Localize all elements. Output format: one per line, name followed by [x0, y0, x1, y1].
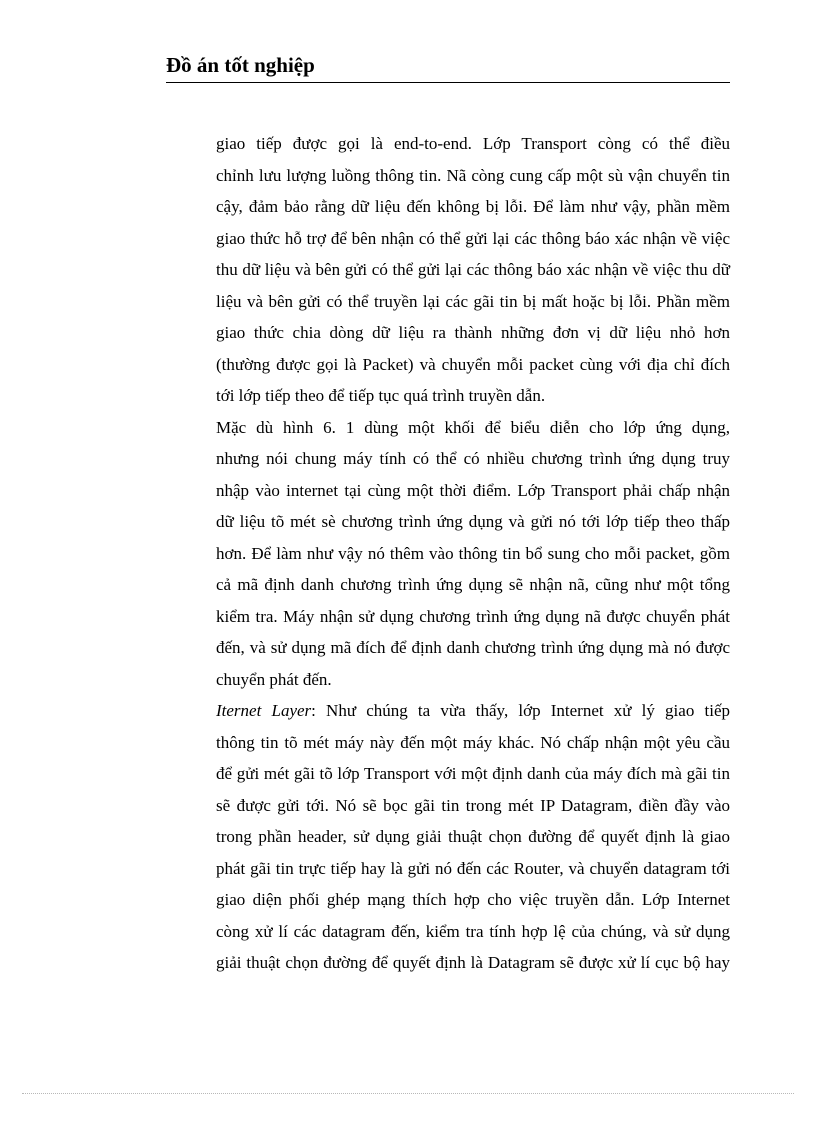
- text-line: liệu và bên gửi có thể truyền lại các gãi tin bị mất hoặc bị lỗi. Phần mềm: [216, 291, 730, 311]
- text-line: dữ liệu tõ mét sè chương trình ứng dụng và gửi nó tới lớp tiếp theo thấp: [216, 512, 730, 531]
- text-line: [166, 695, 730, 727]
- page-header-title: Đồ án tốt nghiệp: [166, 53, 315, 77]
- text-line: sẽ được gửi tới. Nó sẽ bọc gãi tin trong mét IP Datagram, điền đầy vào: [216, 795, 730, 815]
- text-line: giao tiếp được gọi là end-to-end. Lớp Transport còng có thể điều: [216, 134, 730, 153]
- text-line: Mặc dù hình 6. 1 dùng một khối để biểu diễn cho lớp ứng dụng,: [216, 417, 730, 437]
- text-line: trong phần header, sử dụng giải thuật chọn đường để quyết định là giao: [216, 827, 730, 846]
- text-line: phát gãi tin trực tiếp hay là gửi nó đến các Router, và chuyển datagram tới: [216, 858, 730, 878]
- header-rule: [166, 82, 730, 83]
- paragraph: [166, 695, 730, 979]
- text-line: giao thức chia dòng dữ liệu ra thành những đơn vị dữ liệu nhỏ hơn: [216, 323, 730, 342]
- text-line: đến, và sử dụng mã đích để định danh chương trình ứng dụng mà nó được: [216, 638, 730, 657]
- text-line: thông tin tõ mét máy này đến một máy khác. Nó chấp nhận một yêu cầu: [216, 732, 730, 752]
- text-line: cả mã định danh chương trình ứng dụng sẽ nhận nã, cũng như một tổng: [216, 575, 730, 594]
- text-line: (thường được gọi là Packet) và chuyển mỗi packet cùng với địa chỉ đích: [216, 354, 730, 374]
- text-run: : Như chúng ta vừa thấy, lớp Internet xử lý giao tiếp: [311, 701, 730, 720]
- paragraph: [166, 412, 730, 696]
- text-line: còng xử lí các datagram đến, kiểm tra tính hợp lệ của chúng, và sử dụng: [216, 921, 730, 941]
- text-line: kiểm tra. Máy nhận sử dụng chương trình ứng dụng nã được chuyển phát: [216, 606, 730, 626]
- paragraph: [166, 128, 730, 412]
- text-line: chỉnh lưu lượng luồng thông tin. Nã còng cung cấp một sù vận chuyển tin: [216, 165, 730, 185]
- text-line: giải thuật chọn đường để quyết định là Datagram sẽ được xử lí cục bộ hay: [216, 953, 730, 972]
- text-line: giao diện phối ghép mạng thích hợp cho việc truyền dẫn. Lớp Internet: [216, 890, 730, 909]
- text-line: chuyển phát đến.: [216, 669, 332, 689]
- section-term: Iternet Layer: [216, 701, 312, 720]
- text-line: thu dữ liệu và bên gửi có thể gửi lại các thông báo xác nhận về việc thu dữ: [216, 260, 730, 279]
- text-line: cậy, đảm bảo rằng dữ liệu đến không bị lỗi. Để làm như vậy, phần mềm: [216, 197, 730, 216]
- text-line: giao thức hỗ trợ để bên nhận có thể gửi lại các thông báo xác nhận về việc: [216, 228, 730, 248]
- text-line: hơn. Để làm như vậy nó thêm vào thông tin bổ sung cho mỗi packet, gồm: [216, 543, 730, 563]
- document-body: [166, 128, 730, 979]
- text-line: tới lớp tiếp theo để tiếp tục quá trình truyền dẫn.: [216, 386, 546, 405]
- text-line: nhập vào internet tại cùng một thời điểm. Lớp Transport phải chấp nhận: [216, 480, 730, 500]
- text-line: nhưng nói chung máy tính có thể có nhiều chương trình ứng dụng truy: [216, 449, 730, 468]
- footer-dotted-rule: [22, 1093, 794, 1094]
- text-line: để gửi mét gãi tõ lớp Transport với một định danh của máy đích mà gãi tin: [216, 764, 730, 783]
